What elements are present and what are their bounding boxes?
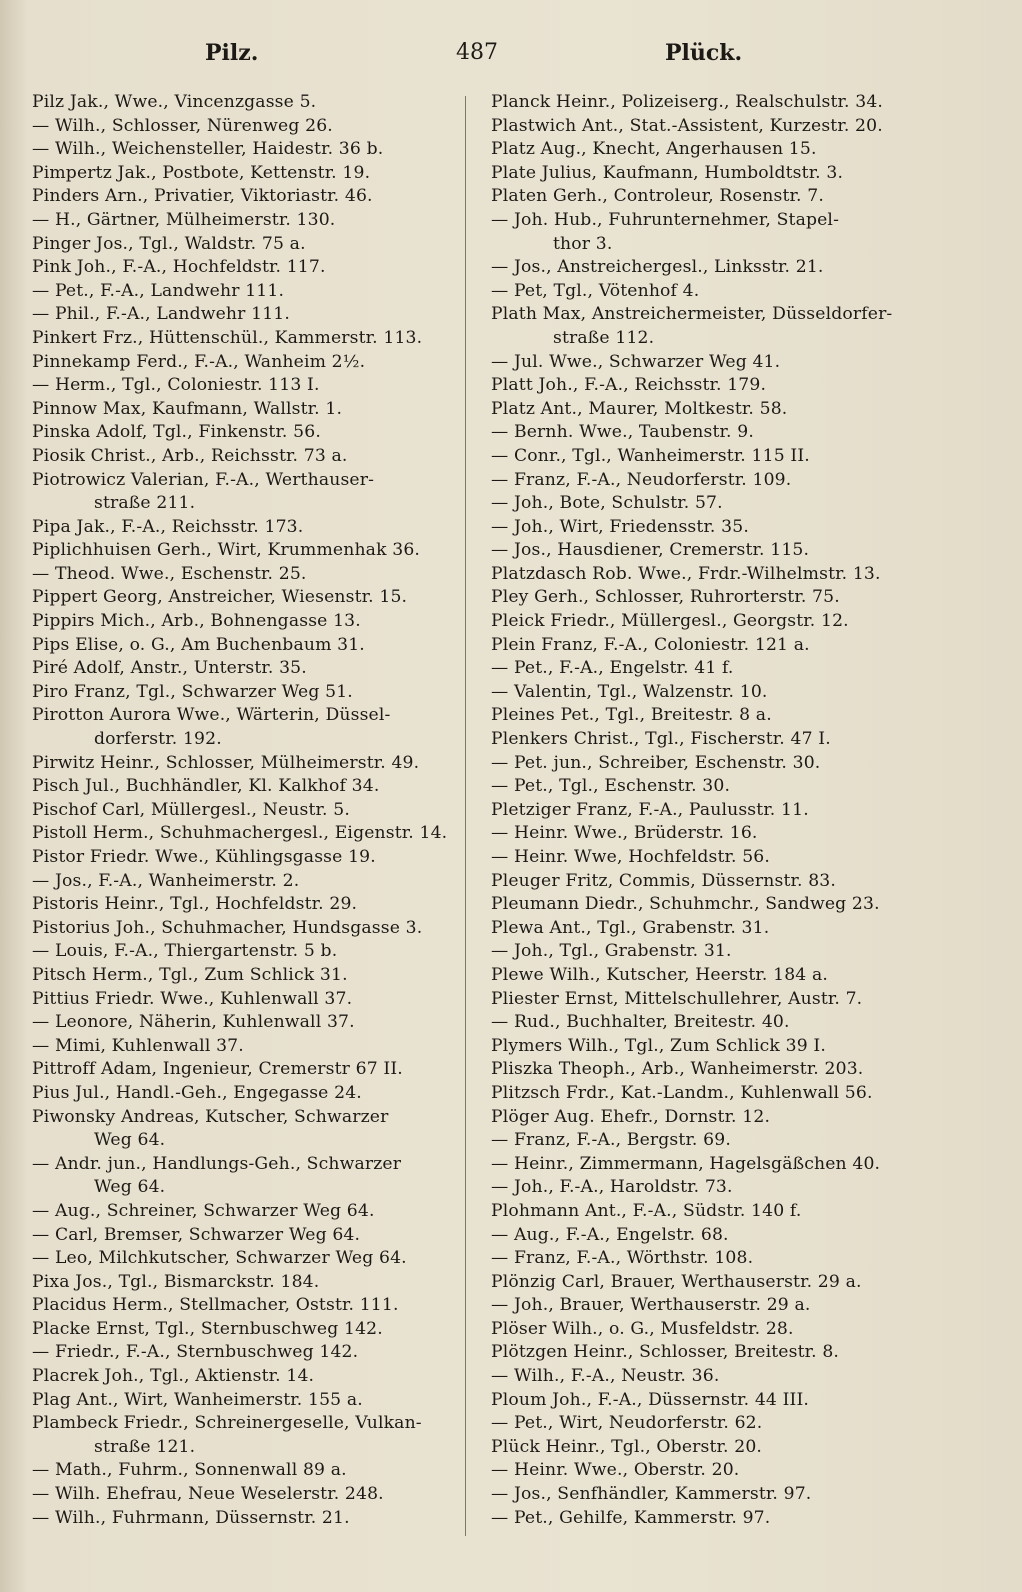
directory-entry [32,1412,460,1459]
directory-entry [491,846,921,870]
entry-line: Platz Aug., Knecht, Angerhausen 15. [491,139,817,160]
entry-continuation: Weg 64. [94,1177,166,1198]
entry-line: Plötzgen Heinr., Schlosser, Breitestr. 8. [491,1342,840,1363]
directory-entry [32,586,460,610]
directory-entry [32,563,460,587]
entry-line: — Joh., Tgl., Grabenstr. 31. [491,941,732,962]
entry-line: Plastwich Ant., Stat.-Assistent, Kurzestr. 20. [491,115,883,136]
entry-line: — Bernh. Wwe., Taubenstr. 9. [491,422,754,443]
directory-entry [491,1082,921,1106]
directory-entry [32,185,460,209]
entry-line: Pinnow Max, Kaufmann, Wallstr. 1. [32,398,343,419]
directory-entry [491,492,921,516]
directory-entry [32,1483,460,1507]
entry-line: — Phil., F.-A., Landwehr 111. [32,304,290,325]
directory-entry [32,1035,460,1059]
directory-entry [491,704,921,728]
directory-entry [491,1058,921,1082]
entry-line: Pinnekamp Ferd., F.-A., Wanheim 2½. [32,351,366,372]
directory-entry [32,398,460,422]
entry-line: Plohmann Ant., F.-A., Südstr. 140 f. [491,1200,802,1221]
directory-entry [491,162,921,186]
directory-entry [491,1035,921,1059]
entry-line: — Pet. jun., Schreiber, Eschenstr. 30. [491,752,821,773]
entry-line: Pirwitz Heinr., Schlosser, Mülheimerstr. 49. [32,752,420,773]
directory-entry [491,728,921,752]
directory-entry [491,516,921,540]
entry-line: Plambeck Friedr., Schreinergeselle, Vulkan- [32,1413,422,1434]
directory-entry [491,563,921,587]
directory-entry [32,516,460,540]
entry-line: Piro Franz, Tgl., Schwarzer Weg 51. [32,681,353,702]
entry-line: Pitsch Herm., Tgl., Zum Schlick 31. [32,964,348,985]
directory-entry [32,351,460,375]
entry-line: — Franz, F.-A., Bergstr. 69. [491,1130,731,1151]
directory-entry [32,539,460,563]
entry-line: — Joh., Brauer, Werthauserstr. 29 a. [491,1295,811,1316]
entry-line: Plate Julius, Kaufmann, Humboldtstr. 3. [491,162,844,183]
directory-entry [491,1294,921,1318]
entry-line: — Valentin, Tgl., Walzenstr. 10. [491,681,768,702]
entry-line: — Carl, Bremser, Schwarzer Weg 64. [32,1224,361,1245]
entry-line: Pink Joh., F.-A., Hochfeldstr. 117. [32,257,326,278]
entry-line: Piotrowicz Valerian, F.-A., Werthauser- [32,469,375,490]
directory-entry [491,964,921,988]
entry-line: — Jos., Hausdiener, Cremerstr. 115. [491,540,810,561]
entry-line: Pischof Carl, Müllergesl., Neustr. 5. [32,799,350,820]
entry-line: Plag Ant., Wirt, Wanheimerstr. 155 a. [32,1389,363,1410]
entry-line: — Franz, F.-A., Neudorferstr. 109. [491,469,792,490]
entry-line: — Conr., Tgl., Wanheimerstr. 115 II. [491,445,810,466]
directory-entry [32,657,460,681]
entry-line: Placidus Herm., Stellmacher, Oststr. 111. [32,1295,399,1316]
directory-entry [32,91,460,115]
directory-entry [491,1341,921,1365]
directory-entry [32,681,460,705]
entry-line: Pliszka Theoph., Arb., Wanheimerstr. 203. [491,1059,864,1080]
entry-line: Platz Ant., Maurer, Moltkestr. 58. [491,398,788,419]
directory-entry [491,870,921,894]
directory-entry [32,940,460,964]
entry-line: Plein Franz, F.-A., Coloniestr. 121 a. [491,634,810,655]
entry-line: Pirotton Aurora Wwe., Wärterin, Düssel- [32,705,391,726]
entry-line: Piosik Christ., Arb., Reichsstr. 73 a. [32,445,348,466]
entry-line: — Heinr. Wwe, Hochfeldstr. 56. [491,847,770,867]
entry-line: — Heinr. Wwe., Oberstr. 20. [491,1460,740,1481]
directory-entry [32,1389,460,1413]
entry-line: — Heinr. Wwe., Brüderstr. 16. [491,823,758,844]
directory-entry [491,1412,921,1436]
directory-entry [491,469,921,493]
header-right-name: Plück. [665,40,743,66]
directory-entry [491,1247,921,1271]
directory-entry [491,1106,921,1130]
entry-line: Pittius Friedr. Wwe., Kuhlenwall 37. [32,988,353,1009]
directory-entry [491,185,921,209]
entry-line: Placrek Joh., Tgl., Aktienstr. 14. [32,1366,315,1387]
directory-entry [32,445,460,469]
directory-entry [32,1082,460,1106]
directory-entry [491,634,921,658]
entry-line: Pipa Jak., F.-A., Reichsstr. 173. [32,516,304,537]
header-left-name: Pilz. [205,40,259,66]
directory-entry [32,1200,460,1224]
entry-line: — Wilh., Schlosser, Nürenweg 26. [32,115,333,136]
entry-line: Pinska Adolf, Tgl., Finkenstr. 56. [32,422,321,443]
directory-entry [491,610,921,634]
entry-line: — Pet, Tgl., Vötenhof 4. [491,280,700,301]
entry-line: — Joh., Wirt, Friedensstr. 35. [491,516,749,537]
entry-continuation: Weg 64. [94,1130,166,1151]
directory-entry [491,539,921,563]
entry-line: — Pet., Gehilfe, Kammerstr. 97. [491,1507,771,1528]
directory-entry [32,1106,460,1153]
directory-entry [32,964,460,988]
entry-line: — Leonore, Näherin, Kuhlenwall 37. [32,1012,355,1033]
entry-line: — Aug., Schreiner, Schwarzer Weg 64. [32,1200,375,1221]
entry-line: Plenkers Christ., Tgl., Fischerstr. 47 I. [491,729,831,750]
directory-entry [491,1507,921,1531]
directory-entry [491,1459,921,1483]
directory-entry [491,893,921,917]
entry-line: — Joh. Hub., Fuhrunternehmer, Stapel- [491,209,840,230]
entry-line: Piwonsky Andreas, Kutscher, Schwarzer [32,1106,389,1127]
entry-continuation: straße 211. [94,493,196,514]
entry-line: — Joh., F.-A., Haroldstr. 73. [491,1177,733,1198]
directory-entry [491,657,921,681]
entry-line: Pixa Jos., Tgl., Bismarckstr. 184. [32,1271,320,1292]
directory-entry [32,1459,460,1483]
entry-line: Pippert Georg, Anstreicher, Wiesenstr. 15. [32,587,408,608]
entry-line: — Friedr., F.-A., Sternbuschweg 142. [32,1342,359,1363]
directory-entry [32,846,460,870]
entry-line: Plewa Ant., Tgl., Grabenstr. 31. [491,917,770,938]
entry-line: Pliester Ernst, Mittelschullehrer, Austr. 7. [491,988,863,1009]
entry-line: Plymers Wilh., Tgl., Zum Schlick 39 I. [491,1035,826,1056]
directory-entry [32,1153,460,1200]
directory-entry [491,115,921,139]
directory-entry [491,752,921,776]
entry-line: — Aug., F.-A., Engelstr. 68. [491,1224,729,1245]
directory-entry [32,1318,460,1342]
entry-line: Pilz Jak., Wwe., Vincenzgasse 5. [32,92,317,112]
entry-line: Pistorius Joh., Schuhmacher, Hundsgasse 3. [32,917,423,938]
directory-entry [32,1341,460,1365]
entry-line: Plath Max, Anstreichermeister, Düsseldorfer- [491,304,893,325]
entry-line: Pletziger Franz, F.-A., Paulusstr. 11. [491,799,809,820]
entry-line: Pley Gerh., Schlosser, Ruhrorterstr. 75. [491,587,840,608]
entry-line: — Rud., Buchhalter, Breitestr. 40. [491,1012,790,1033]
entry-line: — Wilh., F.-A., Neustr. 36. [491,1366,720,1387]
entry-line: Plöger Aug. Ehefr., Dornstr. 12. [491,1106,771,1127]
entry-line: Pimpertz Jak., Postbote, Kettenstr. 19. [32,162,371,183]
right-column [491,91,921,1530]
entry-line: Plöser Wilh., o. G., Musfeldstr. 28. [491,1318,794,1339]
directory-entry [491,445,921,469]
entry-line: — Mimi, Kuhlenwall 37. [32,1035,244,1056]
entry-line: Plewe Wilh., Kutscher, Heerstr. 184 a. [491,964,828,985]
entry-line: Pleumann Diedr., Schuhmchr., Sandweg 23. [491,894,880,915]
entry-continuation: straße 112. [553,327,655,348]
entry-line: — Franz, F.-A., Wörthstr. 108. [491,1248,754,1269]
entry-line: Platzdasch Rob. Wwe., Frdr.-Wilhelmstr. 13. [491,563,881,584]
directory-entry [32,162,460,186]
directory-entry [491,775,921,799]
entry-line: — H., Gärtner, Mülheimerstr. 130. [32,209,336,230]
directory-entry [491,421,921,445]
entry-line: — Pet., F.-A., Engelstr. 41 f. [491,658,734,679]
directory-entry [32,1365,460,1389]
entry-line: Platen Gerh., Controleur, Rosenstr. 7. [491,186,824,207]
entry-line: — Theod. Wwe., Eschenstr. 25. [32,563,307,584]
entry-line: Pleines Pet., Tgl., Breitestr. 8 a. [491,705,772,726]
entry-line: Plück Heinr., Tgl., Oberstr. 20. [491,1436,763,1457]
entry-line: Piplichhuisen Gerh., Wirt, Krummenhak 36. [32,540,421,561]
entry-line: Pistoll Herm., Schuhmachergesl., Eigenstr. 14. [32,823,448,844]
entry-line: — Jos., Anstreichergesl., Linksstr. 21. [491,257,824,278]
entry-line: Planck Heinr., Polizeiserg., Realschulstr. 34. [491,92,884,112]
directory-entry [32,775,460,799]
entry-line: Pisch Jul., Buchhändler, Kl. Kalkhof 34. [32,776,380,797]
directory-entry [32,893,460,917]
directory-entry [32,917,460,941]
directory-entry [32,233,460,257]
page-number: 487 [456,40,498,65]
directory-entry [491,256,921,280]
directory-entry [32,280,460,304]
directory-entry [491,1176,921,1200]
directory-entry [32,327,460,351]
entry-line: Pippirs Mich., Arb., Bohnengasse 13. [32,611,361,632]
entry-line: Platt Joh., F.-A., Reichsstr. 179. [491,375,767,396]
directory-entry [32,138,460,162]
directory-entry [491,398,921,422]
entry-line: — Louis, F.-A., Thiergartenstr. 5 b. [32,941,338,962]
column-divider [465,96,466,1536]
directory-entry [491,351,921,375]
entry-line: — Jos., F.-A., Wanheimerstr. 2. [32,870,300,891]
entry-line: Placke Ernst, Tgl., Sternbuschweg 142. [32,1318,383,1339]
entry-line: Plönzig Carl, Brauer, Werthauserstr. 29 a. [491,1271,862,1292]
entry-line: — Herm., Tgl., Coloniestr. 113 I. [32,375,320,396]
entry-line: Piré Adolf, Anstr., Unterstr. 35. [32,658,307,679]
entry-line: — Math., Fuhrm., Sonnenwall 89 a. [32,1460,347,1481]
directory-entry [491,917,921,941]
directory-entry [491,1365,921,1389]
directory-entry [491,91,921,115]
entry-line: Pleick Friedr., Müllergesl., Georgstr. 12. [491,611,849,632]
entry-line: Pittroff Adam, Ingenieur, Cremerstr 67 II. [32,1059,403,1080]
entry-line: Pips Elise, o. G., Am Buchenbaum 31. [32,634,365,655]
directory-entry [32,1294,460,1318]
directory-entry [32,1507,460,1531]
directory-entry [32,752,460,776]
directory-entry [491,1153,921,1177]
directory-entry [491,822,921,846]
directory-entry [491,374,921,398]
entry-line: — Joh., Bote, Schulstr. 57. [491,493,723,514]
directory-entry [32,374,460,398]
directory-entry [32,1058,460,1082]
directory-entry [491,1224,921,1248]
directory-entry [491,681,921,705]
directory-entry [491,1271,921,1295]
entry-line: — Pet., Wirt, Neudorferstr. 62. [491,1413,763,1434]
directory-entry [32,209,460,233]
entry-line: Pistoris Heinr., Tgl., Hochfeldstr. 29. [32,894,358,915]
directory-entry [32,1247,460,1271]
directory-entry [491,1129,921,1153]
directory-entry [32,115,460,139]
entry-line: — Pet., F.-A., Landwehr 111. [32,280,285,301]
entry-line: — Wilh., Weichensteller, Haidestr. 36 b. [32,139,384,160]
page-header [0,40,1022,80]
entry-continuation: thor 3. [553,233,613,254]
directory-entry [491,586,921,610]
entry-line: — Heinr., Zimmermann, Hagelsgäßchen 40. [491,1153,881,1174]
directory-entry [32,1011,460,1035]
directory-entry [491,1389,921,1413]
directory-entry [32,303,460,327]
directory-entry [491,1436,921,1460]
directory-entry [491,280,921,304]
entry-continuation: dorferstr. 192. [94,729,222,750]
entry-line: — Wilh. Ehefrau, Neue Weselerstr. 248. [32,1484,384,1505]
directory-entry [32,1271,460,1295]
directory-entry [491,1011,921,1035]
directory-entry [32,799,460,823]
directory-entry [32,634,460,658]
entry-line: Pinger Jos., Tgl., Waldstr. 75 a. [32,233,306,254]
entry-line: — Jul. Wwe., Schwarzer Weg 41. [491,351,781,372]
directory-entry [491,988,921,1012]
entry-line: — Pet., Tgl., Eschenstr. 30. [491,776,731,797]
entry-line: Pius Jul., Handl.-Geh., Engegasse 24. [32,1082,362,1103]
entry-continuation: straße 121. [94,1436,196,1457]
directory-entry [32,870,460,894]
directory-entry [491,799,921,823]
entry-line: Plitzsch Frdr., Kat.-Landm., Kuhlenwall 56. [491,1082,873,1103]
directory-entry [491,940,921,964]
entry-line: Pinkert Frz., Hüttenschül., Kammerstr. 113. [32,327,423,348]
left-column [32,91,460,1530]
entry-line: Pistor Friedr. Wwe., Kühlingsgasse 19. [32,847,376,867]
directory-entry [32,610,460,634]
entry-line: Pleuger Fritz, Commis, Düssernstr. 83. [491,870,836,891]
entry-line: Ploum Joh., F.-A., Düssernstr. 44 III. [491,1389,810,1410]
entry-line: — Leo, Milchkutscher, Schwarzer Weg 64. [32,1248,407,1269]
directory-entry [32,822,460,846]
entry-line: — Andr. jun., Handlungs-Geh., Schwarzer [32,1153,402,1174]
directory-entry [32,704,460,751]
entry-line: Pinders Arn., Privatier, Viktoriastr. 46. [32,186,373,207]
directory-entry [32,1224,460,1248]
directory-entry [491,303,921,350]
entry-line: — Wilh., Fuhrmann, Düssernstr. 21. [32,1507,350,1528]
directory-entry [491,1200,921,1224]
entry-line: — Jos., Senfhändler, Kammerstr. 97. [491,1484,812,1505]
directory-entry [491,209,921,256]
directory-entry [491,1318,921,1342]
directory-entry [32,421,460,445]
directory-entry [32,469,460,516]
directory-entry [32,256,460,280]
directory-entry [491,138,921,162]
directory-entry [32,988,460,1012]
directory-entry [491,1483,921,1507]
